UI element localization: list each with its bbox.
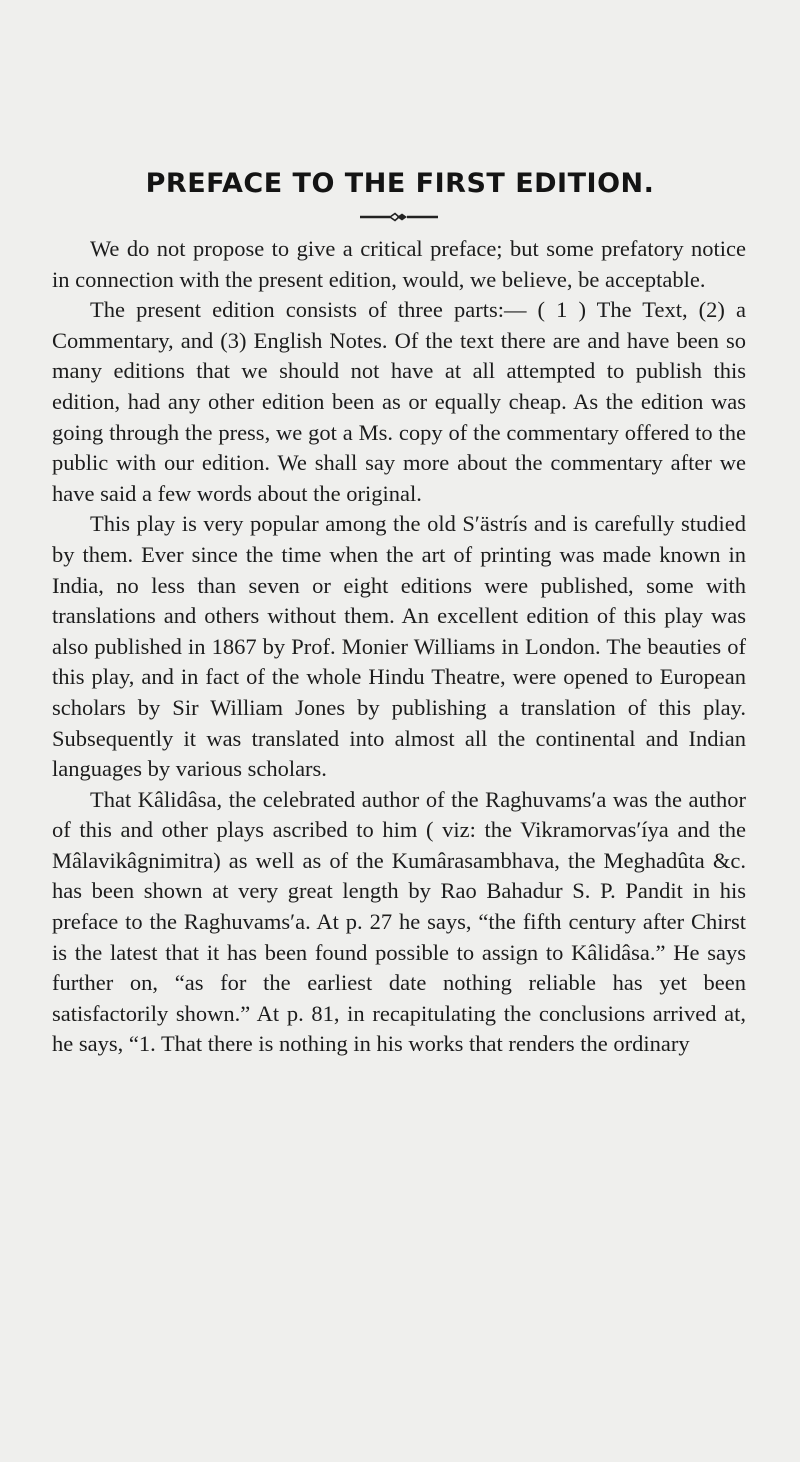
preface-body: [52, 234, 746, 1060]
paragraph-2: The present edition consists of three parts:— ( 1 ) The Text, (2) a Commentary, and (3) English Notes. Of the text there are and have been so many editions that we should not have at all attempted to publish this edition, had any other edition been as or equally cheap. As the edition was going through the press, we got a Ms. copy of the commentary offered to the public with our edition. We shall say more about the commentary after we have said a few words about the original.: [52, 297, 746, 506]
paragraph-3: This play is very popular among the old S′ästrís and is carefully studied by them. Ever since the time when the art of printing was made known in India, no less than seven or eight editions were published, some with translations and others without them. An excellent edition of this play was also published in 1867 by Prof. Monier Williams in London. The beauties of this play, and in fact of the whole Hindu Theatre, were opened to European scholars by Sir William Jones by publishing a translation of this play. Subsequently it was translated into almost all the continental and Indian languages by various scholars.: [52, 511, 746, 782]
rule-ornament-icon: [360, 212, 438, 222]
page-title: PREFACE TO THE FIRST EDITION.: [145, 168, 655, 199]
paragraph-4: That Kâlidâsa, the celebrated author of the Raghuvams′a was the author of this and other plays ascribed to him ( viz: the Vikramorvas′íya and the Mâlavikâgnimitra) as well as of the Kumârasambhava, the Meghadûta &c. has been shown at very great length by Rao Bahadur S. P. Pandit in his preface to the Raghuvams′a. At p. 27 he says, “the fifth century after Chirst is the latest that it has been found possible to assign to Kâlidâsa.” He says further on, “as for the earliest date nothing reliable has yet been satisfactorily shown.” At p. 81, in recapitulating the conclusions arrived at, he says, “1. That there is nothing in his works that renders the ordinary: [52, 786, 746, 1057]
paragraph-1: We do not propose to give a critical preface; but some prefatory notice in connection with the present edition, would, we believe, be acceptable.: [52, 236, 746, 292]
